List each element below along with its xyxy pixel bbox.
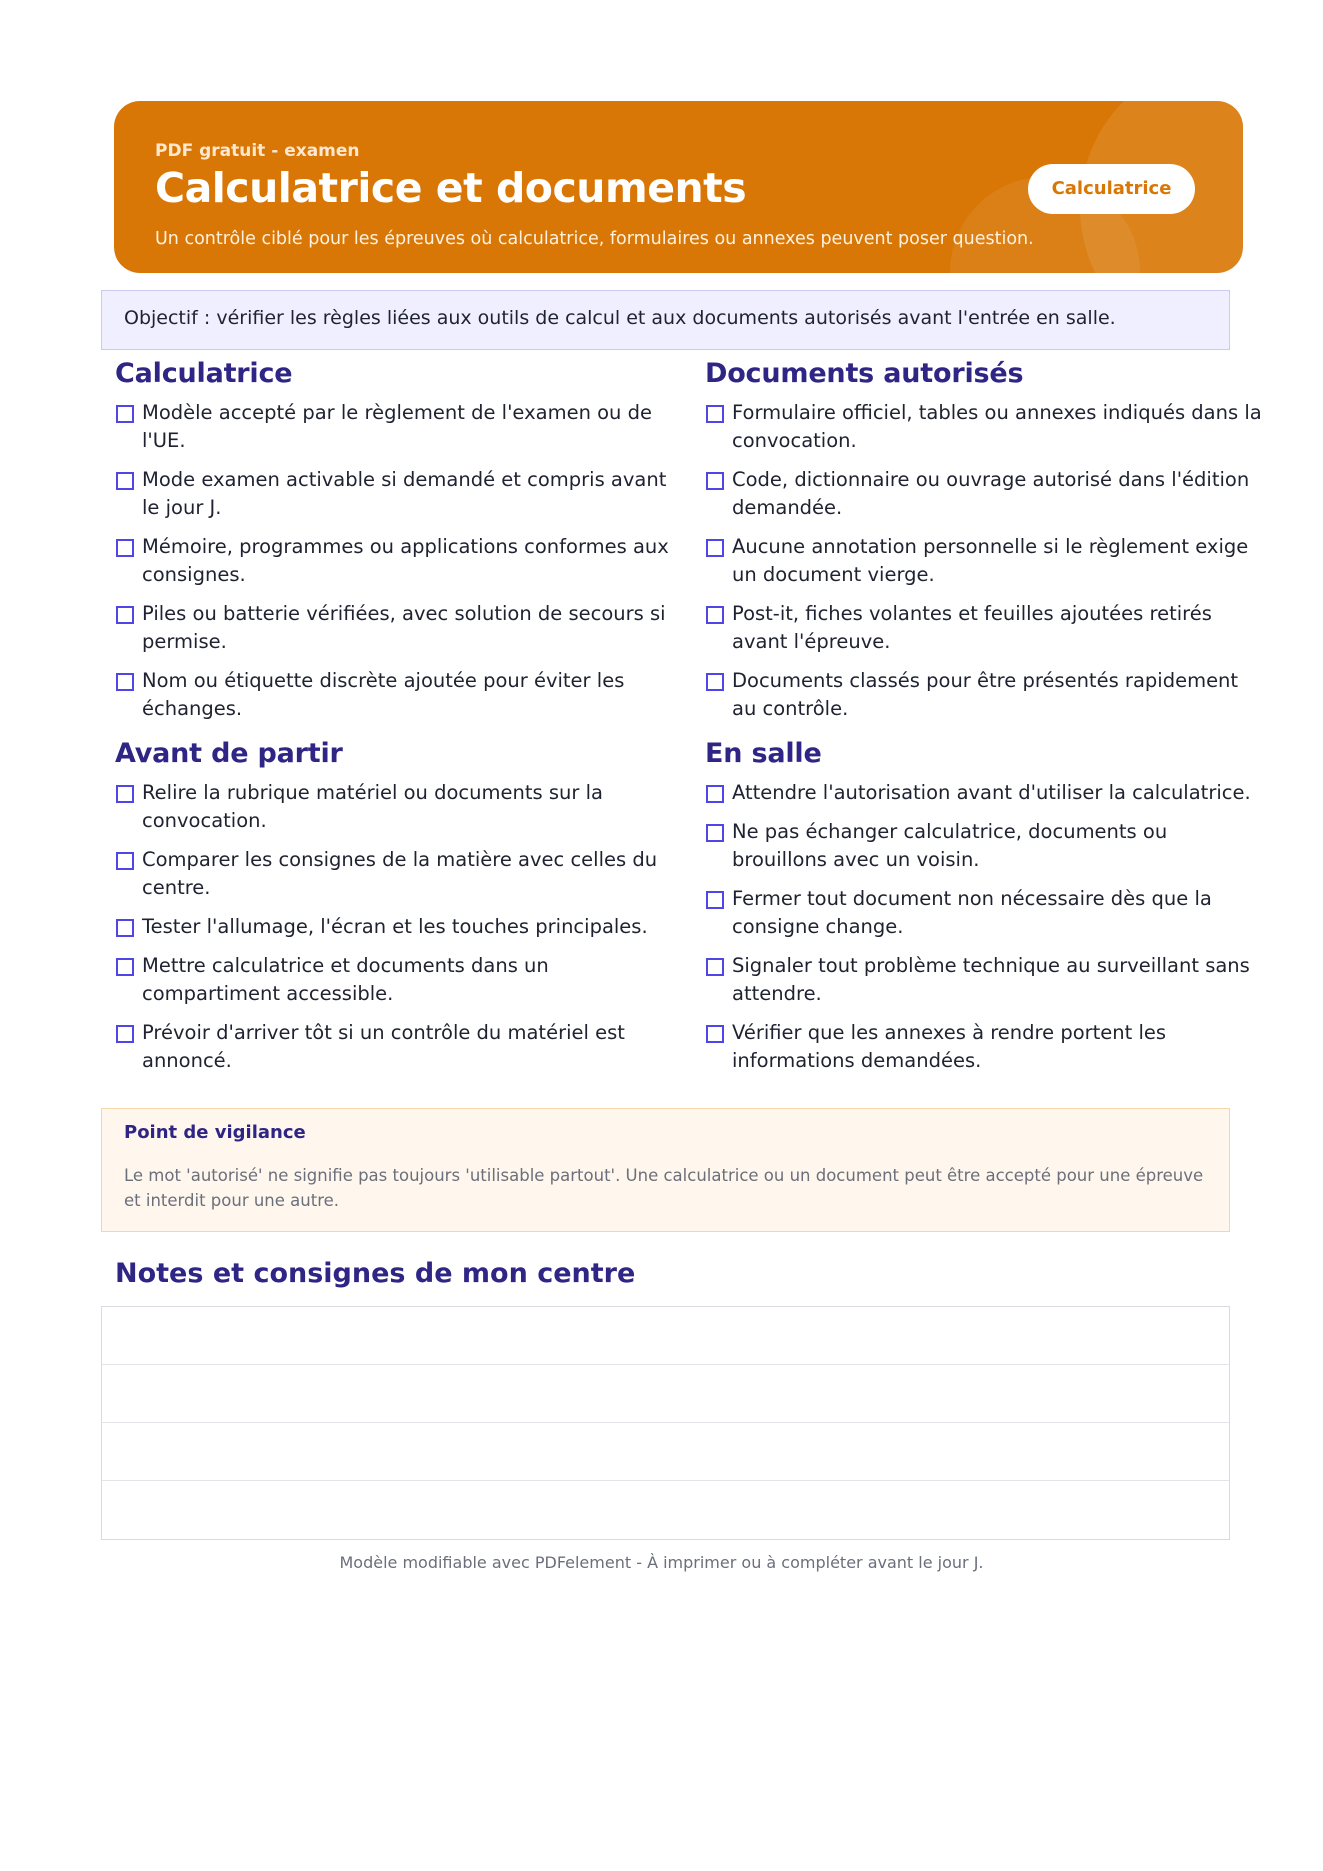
checkbox[interactable] (116, 1025, 134, 1043)
checklist-item-label: Ne pas échanger calculatrice, documents ou brouillons avec un voisin. (732, 820, 1168, 871)
checklist-item-label: Nom ou étiquette discrète ajoutée pour éviter les échanges. (142, 669, 625, 720)
note-line[interactable] (102, 1365, 1229, 1423)
checklist-item[interactable] (115, 846, 675, 902)
checkbox[interactable] (706, 958, 724, 976)
section-title: En salle (705, 738, 822, 769)
notes-title: Notes et consignes de mon centre (115, 1258, 636, 1289)
vigilance-text: Le mot 'autorisé' ne signifie pas toujours 'utilisable partout'. Une calculatrice ou un document peut être accepté pour une épreuve et interdit pour une autre. (124, 1166, 1204, 1210)
checklist-item-label: Prévoir d'arriver tôt si un contrôle du matériel est annoncé. (142, 1021, 625, 1072)
objective-banner: Objectif : vérifier les règles liées aux outils de calcul et aux documents autorisés avant l'entrée en salle. (101, 290, 1230, 350)
section-title: Documents autorisés (705, 358, 1024, 389)
checklist-item[interactable] (115, 913, 675, 941)
checkbox[interactable] (706, 785, 724, 803)
checkbox[interactable] (116, 919, 134, 937)
section-avant-de-partir (115, 738, 675, 1086)
checklist-item-label: Signaler tout problème technique au surveillant sans attendre. (732, 954, 1250, 1005)
checklist-item[interactable] (705, 885, 1265, 941)
checkbox[interactable] (706, 824, 724, 842)
checkbox[interactable] (116, 472, 134, 490)
section-calculatrice (115, 358, 675, 734)
checkbox[interactable] (706, 673, 724, 691)
checklist-item-label: Fermer tout document non nécessaire dès que la consigne change. (732, 887, 1212, 938)
note-line[interactable] (102, 1481, 1229, 1539)
checkbox[interactable] (706, 891, 724, 909)
checklist-item[interactable] (115, 533, 675, 589)
checklist-item-label: Tester l'allumage, l'écran et les touches principales. (142, 915, 648, 938)
checklist-item[interactable] (705, 466, 1265, 522)
checkbox[interactable] (116, 539, 134, 557)
checklist-item[interactable] (705, 533, 1265, 589)
checkbox[interactable] (116, 958, 134, 976)
checklist-item-label: Piles ou batterie vérifiées, avec solution de secours si permise. (142, 602, 666, 653)
vigilance-callout (101, 1108, 1230, 1232)
checkbox[interactable] (116, 673, 134, 691)
checkbox[interactable] (116, 405, 134, 423)
checklist-item-label: Vérifier que les annexes à rendre portent les informations demandées. (732, 1021, 1167, 1072)
category-badge: Calculatrice (1028, 164, 1195, 214)
section-title: Calculatrice (115, 358, 293, 389)
page-title: Calculatrice et documents (155, 164, 747, 212)
checklist-item[interactable] (705, 779, 1265, 807)
checklist-item[interactable] (705, 399, 1265, 455)
header-subtitle: Un contrôle ciblé pour les épreuves où calculatrice, formulaires ou annexes peuvent poser question. (155, 229, 1034, 249)
checklist-item[interactable] (115, 466, 675, 522)
checklist-item[interactable] (705, 600, 1265, 656)
section-en-salle (705, 738, 1265, 1086)
checkbox[interactable] (706, 405, 724, 423)
checklist-item-label: Mettre calculatrice et documents dans un compartiment accessible. (142, 954, 549, 1005)
checklist-item[interactable] (705, 818, 1265, 874)
checklist-item-label: Modèle accepté par le règlement de l'examen ou de l'UE. (142, 401, 652, 452)
footer-note: Modèle modifiable avec PDFelement - À imprimer ou à compléter avant le jour J. (339, 1553, 984, 1572)
checkbox[interactable] (706, 472, 724, 490)
note-line[interactable] (102, 1307, 1229, 1365)
checklist-item-label: Mémoire, programmes ou applications conformes aux consignes. (142, 535, 669, 586)
checklist-item-label: Formulaire officiel, tables ou annexes indiqués dans la convocation. (732, 401, 1262, 452)
note-line[interactable] (102, 1423, 1229, 1481)
checklist-item[interactable] (115, 667, 675, 723)
checklist-item-label: Relire la rubrique matériel ou documents sur la convocation. (142, 781, 603, 832)
checkbox[interactable] (706, 539, 724, 557)
checklist-item[interactable] (705, 667, 1265, 723)
checkbox[interactable] (116, 785, 134, 803)
checklist-item[interactable] (115, 779, 675, 835)
checklist-item[interactable] (115, 399, 675, 455)
checkbox[interactable] (116, 852, 134, 870)
checklist-item-label: Mode examen activable si demandé et compris avant le jour J. (142, 468, 667, 519)
checklist-item[interactable] (705, 1019, 1265, 1075)
header-kicker: PDF gratuit - examen (155, 141, 360, 161)
section-title: Avant de partir (115, 738, 343, 769)
checklist-item-label: Attendre l'autorisation avant d'utiliser la calculatrice. (732, 781, 1251, 804)
checklist-item-label: Aucune annotation personnelle si le règlement exige un document vierge. (732, 535, 1249, 586)
checklist-item[interactable] (115, 600, 675, 656)
checklist-item-label: Comparer les consignes de la matière avec celles du centre. (142, 848, 658, 899)
checkbox[interactable] (706, 1025, 724, 1043)
vigilance-title: Point de vigilance (124, 1122, 306, 1143)
section-documents-autorises (705, 358, 1265, 734)
checklist-item-label: Documents classés pour être présentés rapidement au contrôle. (732, 669, 1239, 720)
checklist-item[interactable] (115, 1019, 675, 1075)
checklist-item-label: Code, dictionnaire ou ouvrage autorisé dans l'édition demandée. (732, 468, 1250, 519)
header-banner (114, 101, 1243, 273)
checkbox[interactable] (116, 606, 134, 624)
checklist-item[interactable] (115, 952, 675, 1008)
checklist-item[interactable] (705, 952, 1265, 1008)
notes-area[interactable] (101, 1306, 1230, 1540)
checklist-item-label: Post-it, fiches volantes et feuilles ajoutées retirés avant l'épreuve. (732, 602, 1212, 653)
checkbox[interactable] (706, 606, 724, 624)
